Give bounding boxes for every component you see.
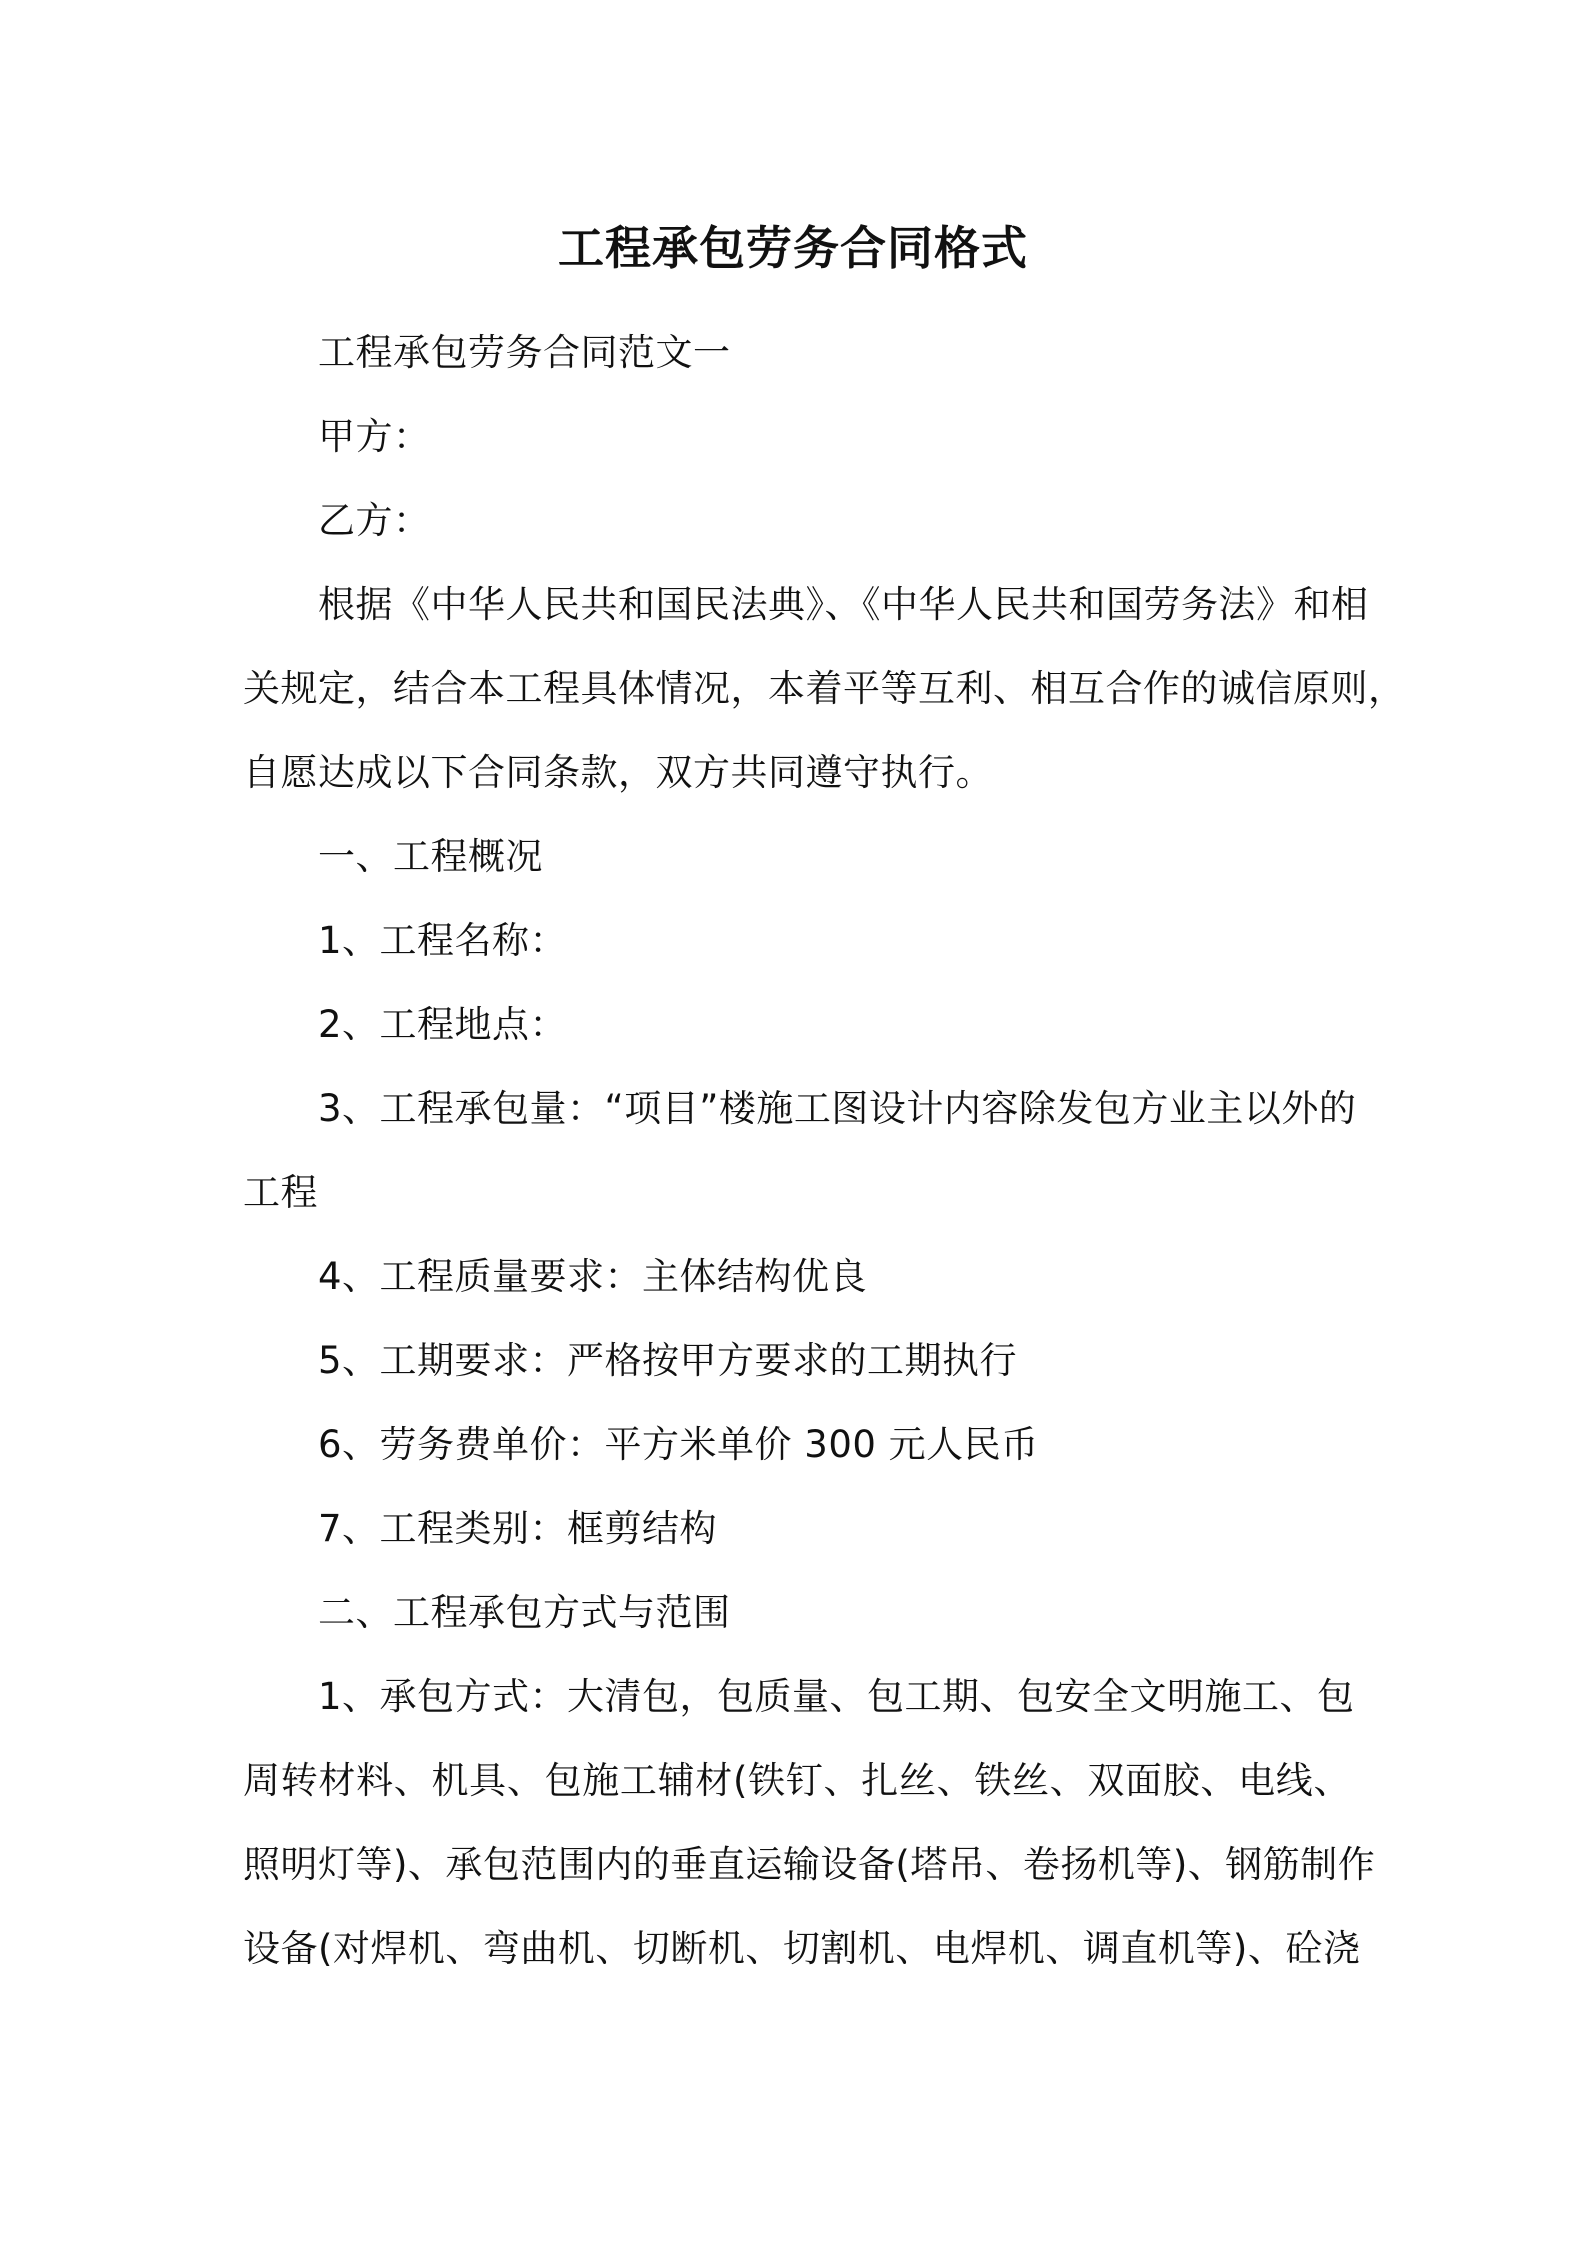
schedule-requirement-item: 5、工期要求：严格按甲方要求的工期执行 xyxy=(318,1339,1018,1382)
section-1-heading: 一、工程概况 xyxy=(318,835,543,878)
labor-unit-price-item: 6、劳务费单价：平方米单价 300 元人民币 xyxy=(318,1423,1039,1466)
section-2-heading: 二、工程承包方式与范围 xyxy=(318,1591,731,1634)
project-scope-continued: 工程 xyxy=(243,1171,318,1214)
contract-subtitle: 工程承包劳务合同范文一 xyxy=(318,331,731,374)
party-a-label: 甲方： xyxy=(318,415,431,458)
project-name-item: 1、工程名称： xyxy=(318,919,568,962)
preamble-line-1: 根据《中华人民共和国民法典》、《中华人民共和国劳务法》和相 xyxy=(318,583,1369,626)
quality-requirement-item: 4、工程质量要求：主体结构优良 xyxy=(318,1255,868,1298)
contract-method-line-1: 1、承包方式：大清包，包质量、包工期、包安全文明施工、包 xyxy=(318,1675,1355,1718)
contract-method-line-2: 周转材料、机具、包施工辅材(铁钉、扎丝、铁丝、双面胶、电线、 xyxy=(243,1759,1351,1802)
preamble-line-2: 关规定，结合本工程具体情况，本着平等互利、相互合作的诚信原则， xyxy=(243,667,1406,710)
project-location-item: 2、工程地点： xyxy=(318,1003,568,1046)
document-title: 工程承包劳务合同格式 xyxy=(558,221,1028,275)
party-b-label: 乙方： xyxy=(318,499,431,542)
contract-method-line-4: 设备(对焊机、弯曲机、切断机、切割机、电焊机、调直机等)、砼浇 xyxy=(243,1927,1361,1970)
preamble-line-3: 自愿达成以下合同条款，双方共同遵守执行。 xyxy=(243,751,993,794)
project-category-item: 7、工程类别：框剪结构 xyxy=(318,1507,718,1550)
contract-method-line-3: 照明灯等)、承包范围内的垂直运输设备(塔吊、卷扬机等)、钢筋制作 xyxy=(243,1843,1376,1886)
project-scope-item: 3、工程承包量：“项目”楼施工图设计内容除发包方业主以外的 xyxy=(318,1087,1357,1130)
